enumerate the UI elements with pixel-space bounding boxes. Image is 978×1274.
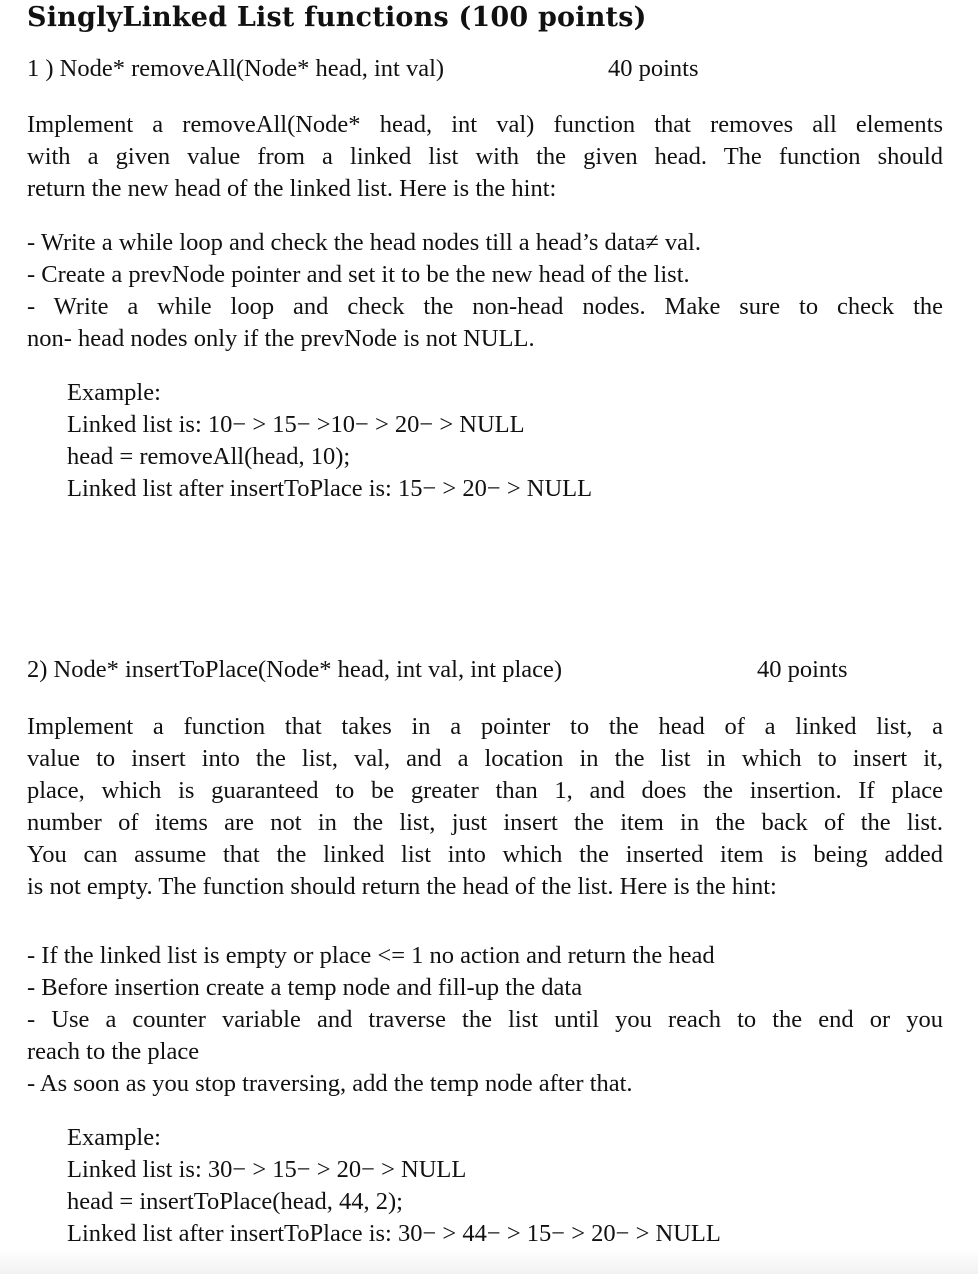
q2-hint: reach to the place — [27, 1038, 200, 1065]
q2-hint: - Use a counter variable and traverse the list until you reach to the end or you — [27, 1006, 943, 1033]
q2-hint: - If the linked list is empty or place <= 1 no action and return the head — [27, 942, 715, 969]
q1-paragraph-line: Implement a removeAll(Node* head, int val) function that removes all elements — [27, 111, 943, 138]
q1-hint: - Create a prevNode pointer and set it to be the new head of the list. — [27, 261, 690, 288]
q1-example-line: Linked list after insertToPlace is: 15− > 20− > NULL — [67, 475, 593, 502]
q1-hint: - Write a while loop and check the non-head nodes. Make sure to check the — [27, 293, 943, 320]
q2-example-line: head = insertToPlace(head, 44, 2); — [67, 1188, 403, 1215]
q2-paragraph-line: number of items are not in the list, just insert the item in the back of the list. — [27, 809, 943, 836]
q2-paragraph-line: You can assume that the linked list into which the inserted item is being added — [27, 841, 943, 868]
q1-paragraph-line: return the new head of the linked list. Here is the hint: — [27, 175, 557, 202]
q2-paragraph — [27, 711, 943, 903]
q2-paragraph-line: place, which is guaranteed to be greater than 1, and does the insertion. If place — [27, 777, 943, 804]
q2-example-line: Example: — [67, 1124, 161, 1151]
q1-hints — [27, 227, 943, 355]
q1-example-line: head = removeAll(head, 10); — [67, 443, 351, 470]
q2-paragraph-line: value to insert into the list, val, and a location in the list in which to insert it, — [27, 745, 943, 772]
q1-example — [67, 377, 592, 505]
q2-paragraph-line: Implement a function that takes in a pointer to the head of a linked list, a — [27, 713, 943, 740]
q2-hints — [27, 940, 943, 1100]
q2-example-line: Linked list after insertToPlace is: 30− > 44− > 15− > 20− > NULL — [67, 1220, 721, 1247]
q1-paragraph — [27, 109, 943, 205]
q2-example — [67, 1122, 721, 1250]
page-bottom-shadow — [0, 1248, 978, 1274]
q2-points: 40 points — [757, 656, 848, 683]
q2-heading: 2) Node* insertToPlace(Node* head, int val, int place) — [27, 656, 563, 683]
q1-example-line: Example: — [67, 379, 161, 406]
q1-example-line: Linked list is: 10− > 15− >10− > 20− > NULL — [67, 411, 525, 438]
q1-hint: non- head nodes only if the prevNode is not NULL. — [27, 325, 535, 352]
q2-hint: - As soon as you stop traversing, add the temp node after that. — [27, 1070, 633, 1097]
q1-heading: 1 ) Node* removeAll(Node* head, int val) — [27, 55, 445, 82]
q2-hint: - Before insertion create a temp node and fill-up the data — [27, 974, 583, 1001]
q2-example-line: Linked list is: 30− > 15− > 20− > NULL — [67, 1156, 467, 1183]
q1-points: 40 points — [608, 55, 699, 82]
q1-paragraph-line: with a given value from a linked list with the given head. The function should — [27, 143, 943, 170]
document-title: SinglyLinked List functions (100 points) — [27, 2, 647, 33]
q1-hint: - Write a while loop and check the head nodes till a head’s data≠ val. — [27, 229, 701, 256]
q2-paragraph-line: is not empty. The function should return the head of the list. Here is the hint: — [27, 873, 777, 900]
